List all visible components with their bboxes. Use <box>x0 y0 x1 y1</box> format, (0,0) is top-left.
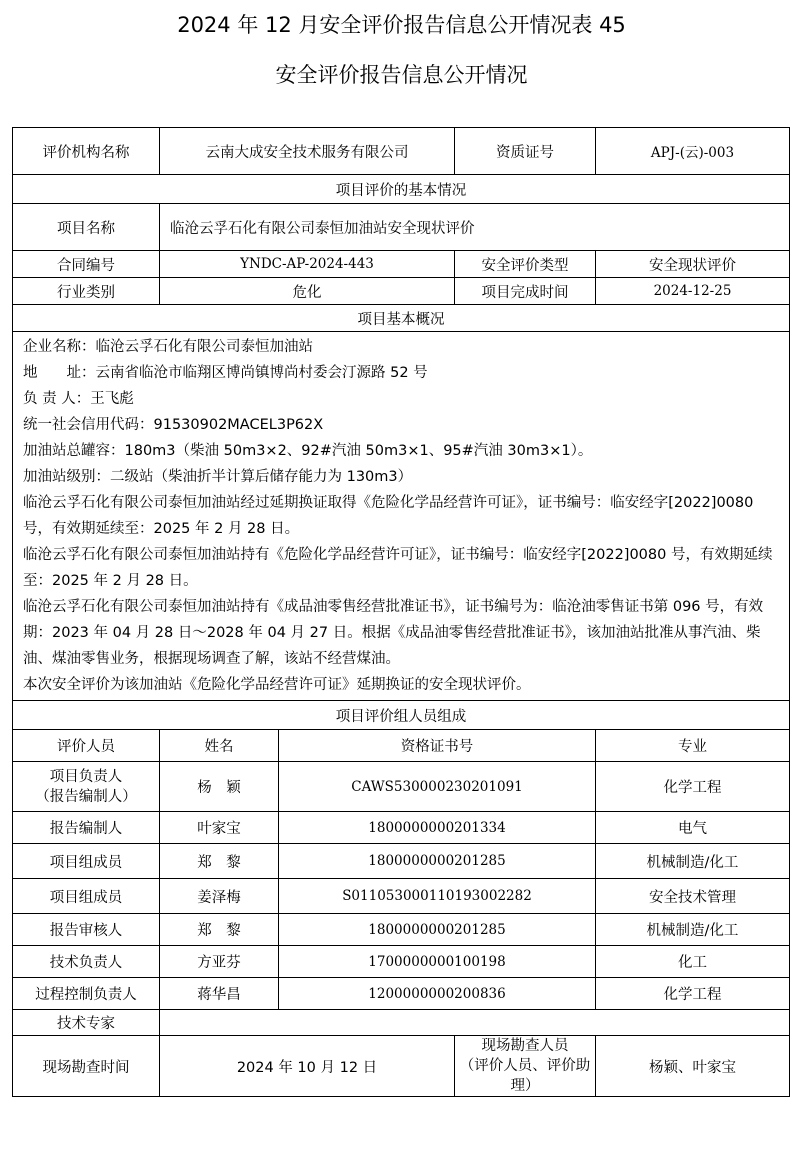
completion-label: 项目完成时间 <box>455 278 596 305</box>
overview-section-title: 项目基本概况 <box>13 305 790 332</box>
survey-staff: 杨颖、叶家宝 <box>596 1036 790 1097</box>
project-name: 临沧云孚石化有限公司泰恒加油站安全现状评价 <box>160 204 790 251</box>
industry: 危化 <box>160 278 455 305</box>
overview-line: 企业名称：临沧云孚石化有限公司泰恒加油站 <box>23 339 313 355</box>
table-row <box>13 762 790 812</box>
member-role: 项目组成员 <box>13 844 160 879</box>
member-role: 过程控制负责人 <box>13 978 160 1010</box>
col-header-role: 评价人员 <box>13 730 160 762</box>
survey-time: 2024 年 10 月 12 日 <box>160 1036 455 1097</box>
member-name: 郑 黎 <box>160 914 279 946</box>
project-name-label: 项目名称 <box>13 204 160 251</box>
member-major: 化学工程 <box>596 978 790 1010</box>
table-row <box>13 978 790 1010</box>
info-table <box>12 127 790 1097</box>
industry-label: 行业类别 <box>13 278 160 305</box>
member-name: 姜泽梅 <box>160 879 279 914</box>
member-name: 杨 颖 <box>160 762 279 812</box>
overview-line: 地 址：云南省临沧市临翔区博尚镇博尚村委会汀源路 52 号 <box>23 365 428 381</box>
eval-type-label: 安全评价类型 <box>455 251 596 278</box>
member-role: 报告审核人 <box>13 914 160 946</box>
overview-line: 加油站总罐容：180m3（柴油 50m3×2、92#汽油 50m3×1、95#汽油 30m3×1）。 <box>23 443 593 459</box>
survey-time-label: 现场勘查时间 <box>13 1036 160 1097</box>
eval-type: 安全现状评价 <box>596 251 790 278</box>
expert-value <box>160 1010 790 1036</box>
member-cert: 1200000000200836 <box>279 978 596 1010</box>
col-header-major: 专业 <box>596 730 790 762</box>
overview-line: 加油站级别：二级站（柴油折半计算后储存能力为 130m3） <box>23 469 413 485</box>
table-row <box>13 812 790 844</box>
overview-line: 负 责 人：王飞彪 <box>23 391 134 407</box>
member-name: 叶家宝 <box>160 812 279 844</box>
overview-line: 本次安全评价为该加油站《危险化学品经营许可证》延期换证的安全现状评价。 <box>23 677 531 693</box>
contract-number: YNDC-AP-2024-443 <box>160 251 455 278</box>
contract-label: 合同编号 <box>13 251 160 278</box>
member-cert: CAWS530000230201091 <box>279 762 596 812</box>
overview-line: 临沧云孚石化有限公司泰恒加油站持有《成品油零售经营批准证书》，证书编号为：临沧油零售证书第 096 号，有效期：2023 年 04 月 28 日～2028 年 04 月 27 日。根据《成品油零售经营批准证书》，该加油站批准从事汽油、柴油、煤油零售业务，根据现场调查了解，该站不经营煤油。 <box>23 599 764 667</box>
member-cert: 1800000000201285 <box>279 844 596 879</box>
member-cert: S011053000110193002282 <box>279 879 596 914</box>
member-cert: 1800000000201334 <box>279 812 596 844</box>
member-role: 项目组成员 <box>13 879 160 914</box>
org-name: 云南大成安全技术服务有限公司 <box>160 128 455 175</box>
basic-section-title: 项目评价的基本情况 <box>13 175 790 204</box>
member-major: 安全技术管理 <box>596 879 790 914</box>
member-cert: 1800000000201285 <box>279 914 596 946</box>
cert-number: APJ-(云)-003 <box>596 128 790 175</box>
team-section-title: 项目评价组人员组成 <box>13 701 790 730</box>
member-major: 机械制造/化工 <box>596 914 790 946</box>
member-name: 方亚芬 <box>160 946 279 978</box>
member-major: 机械制造/化工 <box>596 844 790 879</box>
member-name: 郑 黎 <box>160 844 279 879</box>
survey-staff-label: 现场勘查人员 （评价人员、评价助理） <box>455 1036 596 1097</box>
table-row <box>13 844 790 879</box>
org-name-label: 评价机构名称 <box>13 128 160 175</box>
table-row <box>13 946 790 978</box>
member-major: 化学工程 <box>596 762 790 812</box>
overview-line: 临沧云孚石化有限公司泰恒加油站经过延期换证取得《危险化学品经营许可证》，证书编号：临安经字[2022]0080 号，有效期延续至：2025 年 2 月 28 日。 <box>23 495 754 537</box>
col-header-cert: 资格证书号 <box>279 730 596 762</box>
cert-label: 资质证号 <box>455 128 596 175</box>
member-role: 报告编制人 <box>13 812 160 844</box>
member-role: 技术负责人 <box>13 946 160 978</box>
member-major: 电气 <box>596 812 790 844</box>
completion-date: 2024-12-25 <box>596 278 790 305</box>
overview-line: 统一社会信用代码：91530902MACEL3P62X <box>23 417 324 433</box>
table-row <box>13 879 790 914</box>
document-title: 2024 年 12 月安全评价报告信息公开情况表 45 <box>177 13 626 37</box>
member-cert: 1700000000100198 <box>279 946 596 978</box>
member-role: 项目负责人 （报告编制人） <box>13 762 160 812</box>
overview-line: 临沧云孚石化有限公司泰恒加油站持有《危险化学品经营许可证》，证书编号：临安经字[2022]0080 号，有效期延续至：2025 年 2 月 28 日。 <box>23 547 773 589</box>
expert-label: 技术专家 <box>13 1010 160 1036</box>
document-subtitle: 安全评价报告信息公开情况 <box>275 63 528 87</box>
table-row <box>13 914 790 946</box>
member-major: 化工 <box>596 946 790 978</box>
col-header-name: 姓名 <box>160 730 279 762</box>
overview-text <box>13 332 790 701</box>
member-name: 蒋华昌 <box>160 978 279 1010</box>
